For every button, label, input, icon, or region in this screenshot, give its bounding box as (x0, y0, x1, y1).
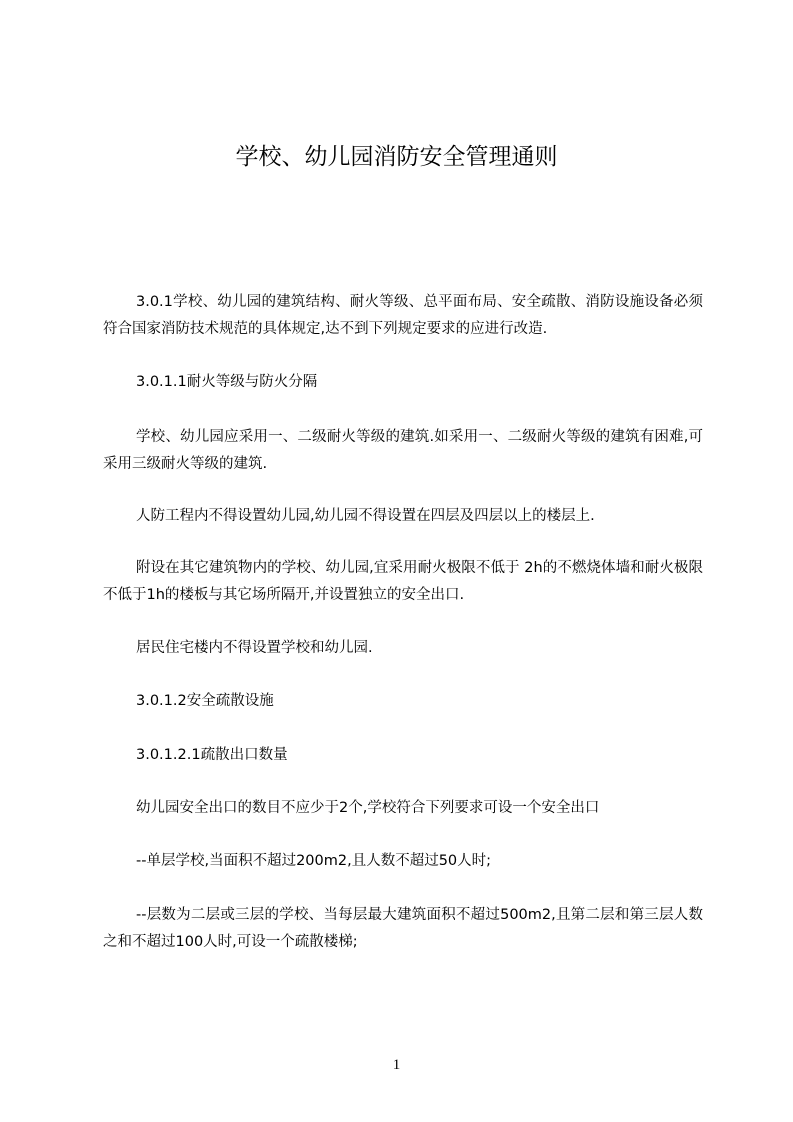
heading-3-0-1-2-1: 3.0.1.2.1疏散出口数量 (136, 747, 288, 763)
paragraph-3-0-1: 3.0.1学校、幼儿园的建筑结构、耐火等级、总平面布局、安全疏散、消防设施设备必须符合国家消防技术规范的具体规定,达不到下列规定要求的应进行改造. (103, 294, 703, 337)
paragraph-multi-storey: --层数为二层或三层的学校、当每层最大建筑面积不超过500m2,且第二层和第三层人数之和不超过100人时,可设一个疏散楼梯; (103, 907, 703, 950)
document-title: 学校、幼儿园消防安全管理通则 (235, 144, 558, 170)
heading-3-0-1-1: 3.0.1.1耐火等级与防火分隔 (136, 374, 318, 390)
paragraph-residential: 居民住宅楼内不得设置学校和幼儿园. (136, 640, 373, 656)
paragraph-single-storey: --单层学校,当面积不超过200m2,且人数不超过50人时; (136, 853, 492, 869)
heading-3-0-1-2: 3.0.1.2安全疏散设施 (136, 693, 274, 709)
paragraph-attached-buildings: 附设在其它建筑物内的学校、幼儿园,宜采用耐火极限不低于 2h的不燃烧体墙和耐火极限不低于1h的楼板与其它场所隔开,并设置独立的安全出口. (103, 560, 703, 603)
paragraph-exit-count: 幼儿园安全出口的数目不应少于2个,学校符合下列要求可设一个安全出口 (136, 800, 600, 816)
page-number: 1 (392, 1057, 401, 1073)
paragraph-civil-defense: 人防工程内不得设置幼儿园,幼儿园不得设置在四层及四层以上的楼层上. (136, 508, 595, 524)
paragraph-fire-rating: 学校、幼儿园应采用一、二级耐火等级的建筑.如采用一、二级耐火等级的建筑有困难,可采用三级耐火等级的建筑. (103, 429, 703, 472)
